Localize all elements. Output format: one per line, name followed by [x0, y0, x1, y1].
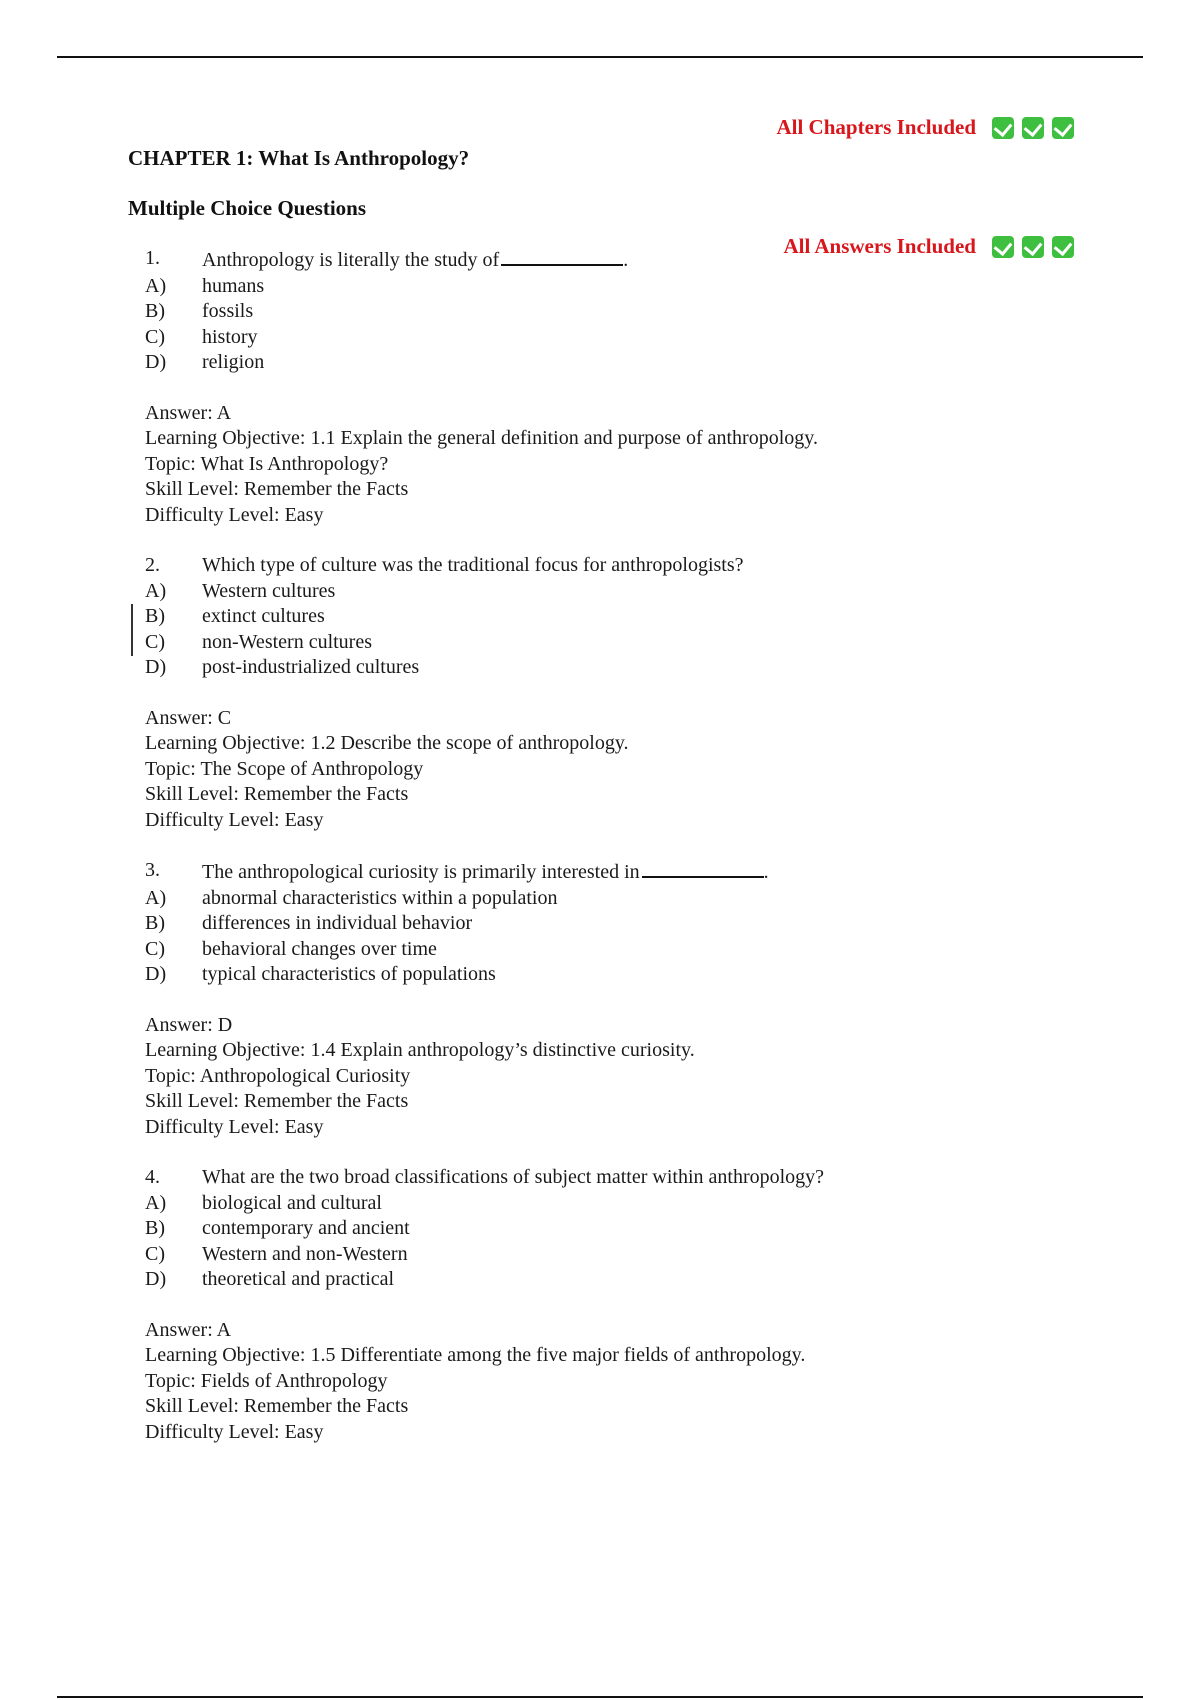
question-3 [145, 858, 1045, 1140]
option-text: extinct cultures [202, 605, 325, 627]
difficulty-level: Difficulty Level: Easy [145, 1420, 324, 1443]
option-letter: B) [145, 300, 165, 322]
top-rule [57, 56, 1143, 58]
question-text-body: The anthropological curiosity is primarily interested in [202, 861, 640, 883]
question-text: Which type of culture was the traditional focus for anthropologists? [202, 554, 744, 576]
option-letter: C) [145, 937, 165, 960]
option-letter: B) [145, 1217, 165, 1239]
option-row [145, 325, 1045, 351]
option-letter: D) [145, 656, 167, 678]
question-1 [145, 246, 1045, 528]
answer-blank [501, 246, 623, 266]
option-text: history [202, 325, 258, 348]
question-number: 4. [145, 1166, 160, 1188]
answer-meta [145, 1318, 1045, 1446]
option-text: biological and cultural [202, 1191, 382, 1214]
option-row [145, 1242, 1045, 1268]
learning-objective: Learning Objective: 1.4 Explain anthropology’s distinctive curiosity. [145, 1039, 695, 1061]
option-letter: D) [145, 1268, 167, 1290]
difficulty-level: Difficulty Level: Easy [145, 503, 324, 526]
answer-line: Answer: D [145, 1013, 233, 1036]
question-stem [145, 553, 1045, 579]
learning-objective: Learning Objective: 1.2 Describe the scope of anthropology. [145, 732, 629, 754]
blank-suffix: . [763, 861, 769, 883]
bottom-rule [57, 1696, 1143, 1698]
option-text: abnormal characteristics within a population [202, 886, 558, 909]
option-text: non-Western cultures [202, 630, 372, 653]
option-text: Western and non-Western [202, 1242, 408, 1265]
check-icon [1052, 236, 1074, 258]
question-text: What are the two broad classifications of subject matter within anthropology? [202, 1166, 825, 1188]
topic-line: Topic: Anthropological Curiosity [145, 1064, 411, 1087]
skill-level: Skill Level: Remember the Facts [145, 478, 409, 500]
option-text: typical characteristics of populations [202, 963, 496, 985]
topic-line: Topic: Fields of Anthropology [145, 1369, 388, 1392]
answer-line: Answer: C [145, 706, 232, 729]
question-number: 3. [145, 859, 160, 881]
answer-meta [145, 401, 1045, 529]
question-text [202, 246, 628, 274]
difficulty-level: Difficulty Level: Easy [145, 808, 324, 831]
option-letter: A) [145, 274, 167, 297]
all-chapters-label: All Chapters Included [776, 115, 976, 139]
option-text: religion [202, 351, 265, 373]
answer-blank [642, 858, 764, 878]
blank-suffix: . [623, 249, 629, 271]
all-answers-label: All Answers Included [783, 234, 976, 258]
option-row [145, 886, 1045, 912]
check-icon [1052, 117, 1074, 139]
check-icon [1022, 117, 1044, 139]
option-row [145, 1191, 1045, 1217]
option-row [145, 962, 1045, 988]
learning-objective: Learning Objective: 1.5 Differentiate among the five major fields of anthropology. [145, 1344, 806, 1366]
option-letter: A) [145, 1191, 167, 1214]
check-icon [992, 117, 1014, 139]
option-row [145, 579, 1045, 605]
answer-line: Answer: A [145, 1318, 232, 1341]
question-stem [145, 246, 1045, 274]
skill-level: Skill Level: Remember the Facts [145, 1395, 409, 1417]
question-text-body: Anthropology is literally the study of [202, 249, 500, 271]
topic-line: Topic: The Scope of Anthropology [145, 757, 424, 780]
option-row [145, 299, 1045, 325]
difficulty-level: Difficulty Level: Easy [145, 1115, 324, 1138]
learning-objective: Learning Objective: 1.1 Explain the general definition and purpose of anthropology. [145, 427, 818, 449]
option-text: behavioral changes over time [202, 937, 437, 960]
topic-line: Topic: What Is Anthropology? [145, 452, 389, 475]
answer-meta [145, 1013, 1045, 1141]
option-letter: A) [145, 886, 167, 909]
question-stem [145, 858, 1045, 886]
option-text: Western cultures [202, 579, 336, 602]
skill-level: Skill Level: Remember the Facts [145, 783, 409, 805]
option-letter: A) [145, 579, 167, 602]
option-row [145, 655, 1045, 681]
margin-change-bar [131, 604, 133, 656]
all-chapters-badge [776, 115, 1074, 140]
question-2 [145, 553, 1045, 833]
option-row [145, 1216, 1045, 1242]
skill-level: Skill Level: Remember the Facts [145, 1090, 409, 1112]
option-letter: C) [145, 630, 165, 653]
option-text: post-industrialized cultures [202, 656, 420, 678]
option-letter: D) [145, 963, 167, 985]
answer-meta [145, 706, 1045, 834]
option-letter: B) [145, 912, 165, 934]
option-letter: C) [145, 325, 165, 348]
chapter-title: CHAPTER 1: What Is Anthropology? [128, 146, 470, 170]
option-row [145, 350, 1045, 376]
option-text: contemporary and ancient [202, 1217, 410, 1239]
option-text: fossils [202, 300, 254, 322]
question-number: 1. [145, 247, 160, 269]
question-list [145, 246, 1045, 1470]
question-number: 2. [145, 554, 160, 576]
answer-line: Answer: A [145, 401, 232, 424]
option-row [145, 1267, 1045, 1293]
option-row [145, 911, 1045, 937]
option-row [145, 937, 1045, 963]
question-text [202, 858, 769, 886]
question-stem [145, 1165, 1045, 1191]
option-text: differences in individual behavior [202, 912, 473, 934]
question-4 [145, 1165, 1045, 1445]
option-row [145, 274, 1045, 300]
option-row [145, 630, 1045, 656]
option-row [145, 604, 1045, 630]
option-letter: B) [145, 605, 165, 627]
option-text: humans [202, 274, 265, 297]
option-letter: D) [145, 351, 167, 373]
option-letter: C) [145, 1242, 165, 1265]
section-title: Multiple Choice Questions [128, 196, 367, 220]
option-text: theoretical and practical [202, 1268, 395, 1290]
